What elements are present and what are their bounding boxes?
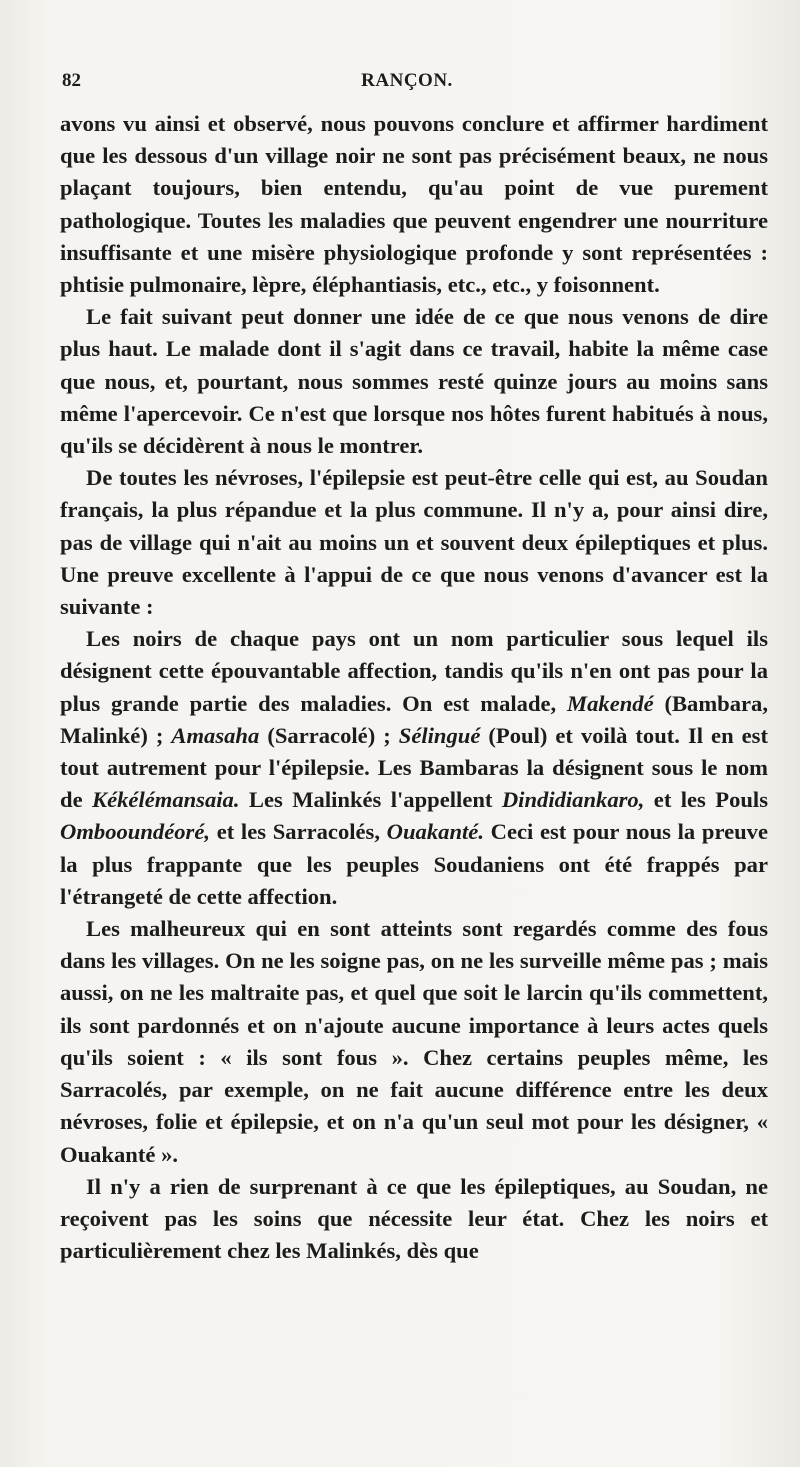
- italic-term: Amasaha: [171, 722, 260, 748]
- italic-term: Ouakanté.: [386, 819, 484, 845]
- text-run: De toutes les névroses, l'épilepsie est peut-être celle qui est, au Soudan français, la plus répandue et la plus commune. Il n'y a, pour ainsi dire, pas de village qui n'ait au moins un et souvent deux épileptiques et plus. Une preuve excellente à l'appui de ce que nous venons d'avancer est la suivante :: [60, 465, 768, 620]
- text-run: Il n'y a rien de surprenant à ce que les épileptiques, au Soudan, ne reçoivent pas les soins que nécessite leur état. Chez les noirs et particulièrement chez les Malinkés, dès que: [60, 1173, 768, 1264]
- page-header: [62, 70, 752, 100]
- paragraph: [60, 913, 768, 1171]
- text-run: Le fait suivant peut donner une idée de ce que nous venons de dire plus haut. Le malade dont il s'agit dans ce travail, habite la même case que nous, et, pourtant, nous sommes resté quinze jours au moins sans même l'apercevoir. Ce n'est que lorsque nos hôtes furent habitués à nous, qu'ils se décidèrent à nous le montrer.: [60, 304, 768, 459]
- italic-term: Kékélémansaia.: [92, 787, 240, 813]
- text-run: (Sarracolé) ;: [259, 722, 399, 748]
- text-run: (Poul) et voilà tout. Il en est tout autrement pour l'épilepsie. Les Bambaras la désignent sous le nom de: [60, 722, 768, 813]
- paragraph: [60, 301, 768, 462]
- text-run: et les Pouls: [644, 787, 768, 813]
- italic-term: Ombooundéoré,: [60, 819, 211, 845]
- paragraph: [60, 1171, 768, 1268]
- paragraph: [60, 623, 768, 913]
- text-run: Les Malinkés l'appellent: [239, 787, 502, 813]
- text-run: Les noirs de chaque pays ont un nom particulier sous lequel ils désignent cette épouvantable affection, tandis qu'ils n'en ont pas pour la plus grande partie des maladies. On est malade,: [60, 626, 768, 716]
- page-number: 82: [62, 70, 81, 91]
- italic-term: Sélingué: [398, 722, 481, 748]
- running-title: RANÇON.: [361, 70, 453, 91]
- text-run: et les Sarracolés,: [210, 819, 387, 845]
- paragraph: [60, 462, 768, 623]
- text-run: avons vu ainsi et observé, nous pouvons conclure et affirmer hardiment que les dessous d'un village noir ne sont pas précisément beaux, ne nous plaçant toujours, bien entendu, qu'au point de vue purement pathologique. Toutes les maladies que peuvent engendrer une nourriture insuffisante et une misère physiologique profonde y sont représentées : phtisie pulmonaire, lèpre, éléphantiasis, etc., etc., y foisonnent.: [60, 111, 768, 298]
- text-run: Les malheureux qui en sont atteints sont regardés comme des fous dans les villages. On ne les soigne pas, on ne les surveille même pas ; mais aussi, on ne les maltraite pas, et quel que soit le larcin qu'ils commettent, ils sont pardonnés et on n'ajoute aucune importance à leurs actes quels qu'ils soient : « ils sont fous ». Chez certains peuples même, les Sarracolés, par exemple, on ne fait aucune différence entre les deux névroses, folie et épilepsie, et on n'a qu'un seul mot pour les désigner, « Ouakanté ».: [60, 916, 768, 1167]
- italic-term: Dindidiankaro,: [501, 787, 645, 813]
- text-run: (Bambara, Malinké) ;: [60, 690, 769, 748]
- text-run: Ceci est pour nous la preuve la plus frappante que les peuples Soudaniens ont été frappés par l'étrangeté de cette affection.: [60, 819, 768, 909]
- paragraph: [60, 108, 768, 301]
- italic-term: Makendé: [567, 690, 654, 716]
- body-text: [60, 108, 768, 1267]
